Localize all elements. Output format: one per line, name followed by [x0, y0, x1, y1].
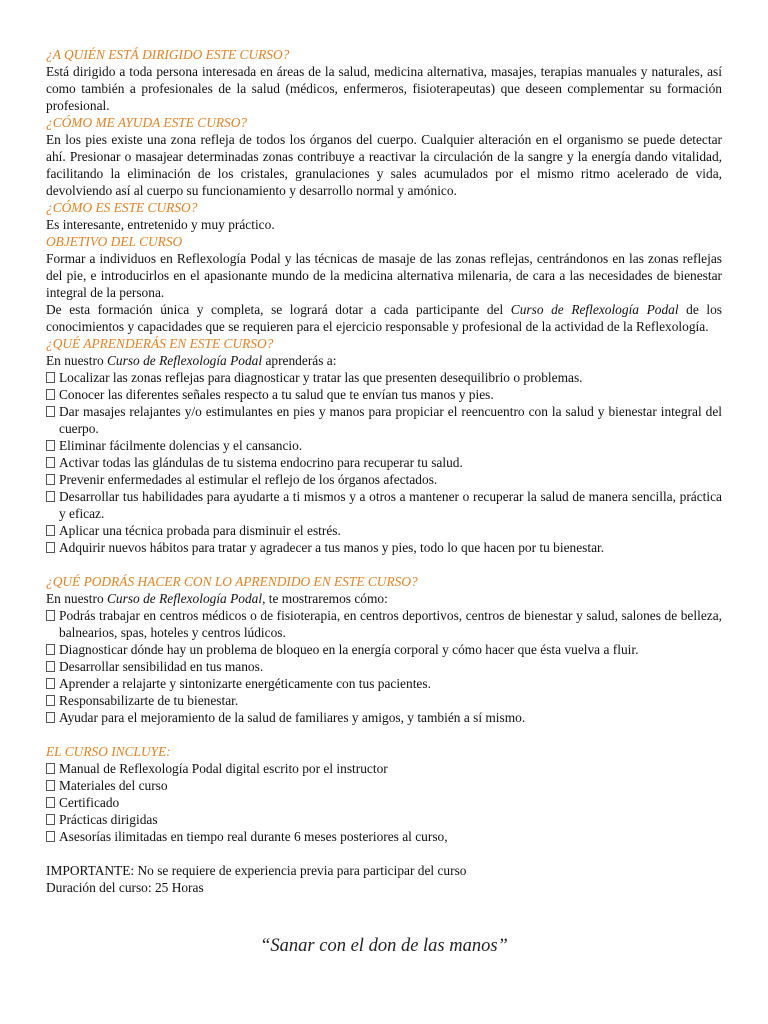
- aprenderas-intro-b: aprenderás a:: [262, 353, 337, 368]
- objetivo-text-a: De esta formación única y completa, se logrará dotar a cada participante del: [46, 302, 511, 317]
- list-item: Adquirir nuevos hábitos para tratar y agradecer a tus manos y pies, todo lo que hacen por tu bienestar.: [46, 539, 722, 556]
- checkbox-icon: [46, 440, 55, 451]
- section-heading-podras: ¿QUÉ PODRÁS HACER CON LO APRENDIDO EN ESTE CURSO?: [46, 574, 418, 589]
- podras-intro-a: En nuestro: [46, 591, 107, 606]
- spacer: [46, 556, 722, 573]
- list-item: Localizar las zonas reflejas para diagnosticar y tratar las que presenten desequilibrio o problemas.: [46, 369, 722, 386]
- section-text-como-es: Es interesante, entretenido y muy práctico.: [46, 217, 275, 232]
- checkbox-icon: [46, 695, 55, 706]
- checkbox-icon: [46, 389, 55, 400]
- aprenderas-intro-a: En nuestro: [46, 353, 107, 368]
- list-item: Aplicar una técnica probada para disminuir el estrés.: [46, 522, 722, 539]
- spacer: [46, 726, 722, 743]
- section-heading-ayuda: ¿CÓMO ME AYUDA ESTE CURSO?: [46, 115, 248, 130]
- podras-intro: [46, 590, 722, 607]
- checkbox-icon: [46, 678, 55, 689]
- list-item: Prácticas dirigidas: [46, 811, 722, 828]
- checkbox-icon: [46, 491, 55, 502]
- checkbox-icon: [46, 661, 55, 672]
- section-heading-incluye: EL CURSO INCLUYE:: [46, 744, 171, 759]
- checkbox-icon: [46, 457, 55, 468]
- podras-course-name: Curso de Reflexología Podal: [107, 591, 263, 606]
- aprenderas-intro: [46, 352, 722, 369]
- list-item: Prevenir enfermedades al estimular el reflejo de los órganos afectados.: [46, 471, 722, 488]
- list-item: Ayudar para el mejoramiento de la salud de familiares y amigos, y también a sí mismo.: [46, 709, 722, 726]
- list-item: Podrás trabajar en centros médicos o de fisioterapia, en centros deportivos, centros de bienestar y salud, salones de belleza, balnearios, spas, hoteles y centros lúdicos.: [46, 607, 722, 641]
- list-item: Responsabilizarte de tu bienestar.: [46, 692, 722, 709]
- checkbox-icon: [46, 610, 55, 621]
- list-item: Aprender a relajarte y sintonizarte energéticamente con tus pacientes.: [46, 675, 722, 692]
- checkbox-icon: [46, 814, 55, 825]
- list-item: Eliminar fácilmente dolencias y el cansancio.: [46, 437, 722, 454]
- objetivo-text-b: de los conocimientos y capacidades que se requieren para el ejercicio responsable y profesional de la actividad de la Reflexología.: [46, 302, 722, 334]
- podras-intro-b: , te mostraremos cómo:: [262, 591, 388, 606]
- list-item: Asesorías ilimitadas en tiempo real durante 6 meses posteriores al curso,: [46, 828, 722, 845]
- closing-quote: “Sanar con el don de las manos”: [260, 936, 508, 956]
- section-text-objetivo-2: [46, 301, 722, 335]
- aprenderas-list: [46, 369, 722, 556]
- checkbox-icon: [46, 797, 55, 808]
- list-item: Manual de Reflexología Podal digital escrito por el instructor: [46, 760, 722, 777]
- important-note: IMPORTANTE: No se requiere de experiencia previa para participar del curso: [46, 863, 467, 878]
- checkbox-icon: [46, 406, 55, 417]
- spacer: [46, 845, 722, 862]
- list-item: Dar masajes relajantes y/o estimulantes en pies y manos para propiciar el reencuentro con la salud y bienestar integral del cuerpo.: [46, 403, 722, 437]
- checkbox-icon: [46, 831, 55, 842]
- checkbox-icon: [46, 763, 55, 774]
- checkbox-icon: [46, 372, 55, 383]
- section-heading-aprenderas: ¿QUÉ APRENDERÁS EN ESTE CURSO?: [46, 336, 274, 351]
- list-item: Desarrollar tus habilidades para ayudarte a ti mismos y a otros a mantener o recuperar la salud de manera sencilla, práctica y eficaz.: [46, 488, 722, 522]
- checkbox-icon: [46, 712, 55, 723]
- list-item: Materiales del curso: [46, 777, 722, 794]
- checkbox-icon: [46, 525, 55, 536]
- checkbox-icon: [46, 474, 55, 485]
- section-heading-como-es: ¿CÓMO ES ESTE CURSO?: [46, 200, 198, 215]
- list-item: Conocer las diferentes señales respecto a tu salud que te envían tus manos y pies.: [46, 386, 722, 403]
- aprenderas-course-name: Curso de Reflexología Podal: [107, 353, 263, 368]
- checkbox-icon: [46, 644, 55, 655]
- course-duration: Duración del curso: 25 Horas: [46, 880, 204, 895]
- list-item: Activar todas las glándulas de tu sistema endocrino para recuperar tu salud.: [46, 454, 722, 471]
- section-text-dirigido: Está dirigido a toda persona interesada en áreas de la salud, medicina alternativa, masajes, terapias manuales y naturales, así como también a profesionales de la salud (médicos, enfermeros, fisioterapeutas) que deseen complementar su formación profesional.: [46, 64, 722, 113]
- section-text-objetivo-1: Formar a individuos en Reflexología Podal y las técnicas de masaje de las zonas reflejas, centrándonos en las zonas reflejas del pie, e introducirlos en el apasionante mundo de la medicina alternativa milenaria, de cara a las necesidades de bienestar integral de la persona.: [46, 251, 722, 300]
- incluye-list: [46, 760, 722, 845]
- list-item: Diagnosticar dónde hay un problema de bloqueo en la energía corporal y cómo hacer que ésta vuelva a fluir.: [46, 641, 722, 658]
- objetivo-course-name: Curso de Reflexología Podal: [510, 302, 679, 317]
- checkbox-icon: [46, 780, 55, 791]
- podras-list: [46, 607, 722, 726]
- list-item: Certificado: [46, 794, 722, 811]
- section-text-ayuda: En los pies existe una zona refleja de todos los órganos del cuerpo. Cualquier alteración en el organismo se puede detectar ahí. Presionar o masajear determinadas zonas contribuye a reactivar la circulación de la sangre y la energía dando vitalidad, facilitando la eliminación de los cristales, granulaciones y sales acumulados por el mismo ritmo acelerado de vida, devolviendo así al cuerpo su funcionamiento y desarrollo normal y amónico.: [46, 132, 722, 198]
- section-heading-dirigido: ¿A QUIÉN ESTÁ DIRIGIDO ESTE CURSO?: [46, 47, 290, 62]
- document-page: [46, 46, 722, 896]
- list-item: Desarrollar sensibilidad en tus manos.: [46, 658, 722, 675]
- checkbox-icon: [46, 542, 55, 553]
- section-heading-objetivo: OBJETIVO DEL CURSO: [46, 234, 183, 249]
